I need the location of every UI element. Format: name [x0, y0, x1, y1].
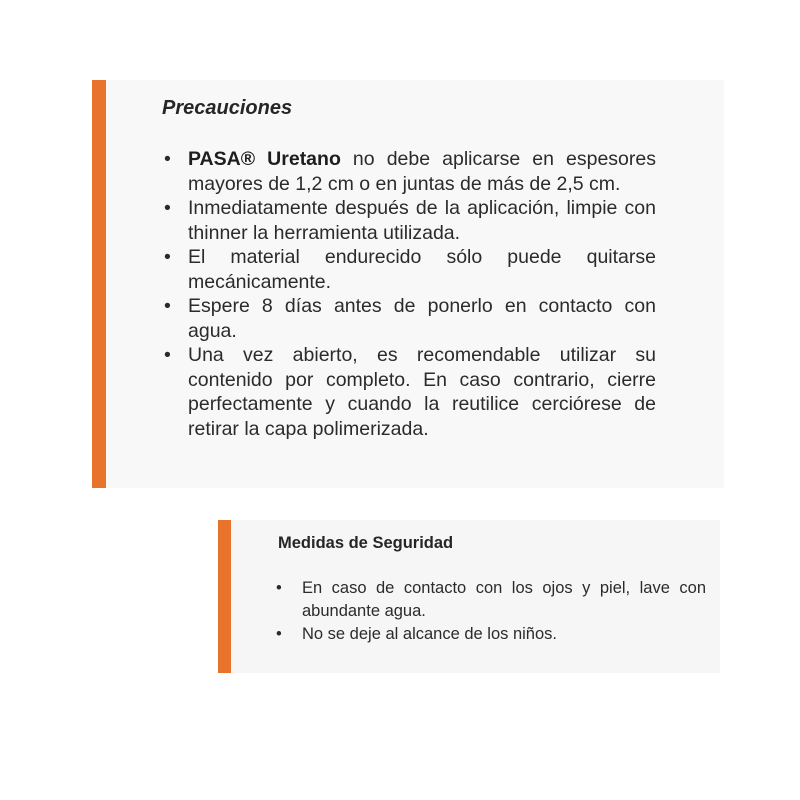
list-item-text: No se deje al alcance de los niños. — [302, 625, 557, 643]
list-item-text: Espere 8 días antes de ponerlo en contacto con agua. — [188, 295, 656, 342]
list-item-text: Inmediatamente después de la aplicación, limpie con thinner la herramienta utilizada. — [188, 197, 656, 244]
list-item-text: En caso de contacto con los ojos y piel, lave con abundante agua. — [302, 579, 706, 620]
precauciones-panel — [92, 80, 724, 488]
bullet-icon: • — [276, 579, 282, 597]
accent-bar — [92, 80, 106, 488]
seguridad-title: Medidas de Seguridad — [278, 534, 454, 552]
list-item — [164, 343, 656, 441]
list-item-text: Una vez abierto, es recomendable utilizar su contenido por completo. En caso contrario, cierre perfectamente y cuando la reutilice cerciórese de retirar la capa polimerizada. — [188, 344, 656, 440]
bullet-icon: • — [164, 148, 171, 170]
seguridad-panel — [218, 520, 720, 673]
accent-bar — [218, 520, 231, 673]
list-item — [164, 294, 656, 343]
list-item-text: no debe aplicarse en espesores mayores de 1,2 cm o en juntas de más de 2,5 cm. — [188, 148, 656, 195]
product-name: PASA® Uretano — [188, 148, 341, 170]
list-item — [164, 196, 656, 245]
bullet-icon: • — [164, 197, 171, 219]
seguridad-list — [276, 577, 706, 646]
bullet-icon: • — [164, 295, 171, 317]
list-item — [164, 147, 656, 196]
bullet-icon: • — [164, 246, 171, 268]
list-item — [276, 623, 706, 646]
list-item-text: El material endurecido sólo puede quitarse mecánicamente. — [188, 246, 656, 293]
list-item — [276, 577, 706, 623]
bullet-icon: • — [164, 344, 171, 366]
bullet-icon: • — [276, 625, 282, 643]
precauciones-list — [164, 147, 656, 441]
precauciones-title: Precauciones — [162, 97, 293, 119]
list-item — [164, 245, 656, 294]
